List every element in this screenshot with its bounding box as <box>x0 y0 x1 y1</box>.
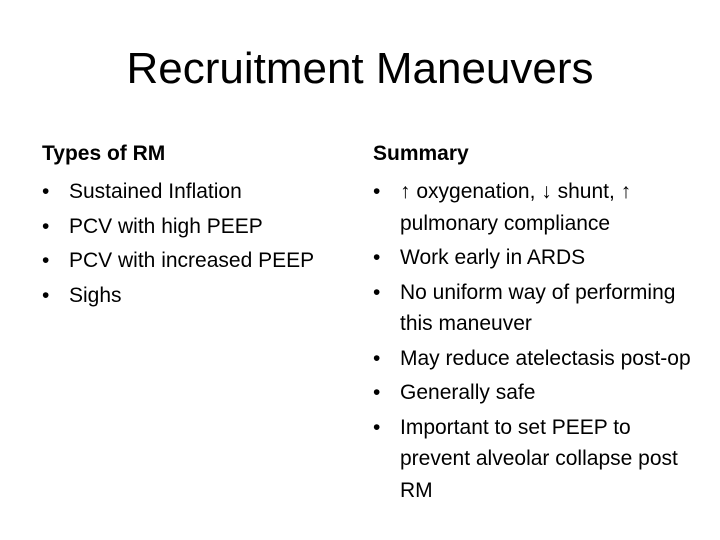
list-item <box>373 242 693 274</box>
list-item <box>373 176 693 239</box>
summary-column <box>373 138 693 509</box>
list-item <box>42 280 342 312</box>
list-item <box>373 343 693 375</box>
list-item-text: Important to set PEEP to prevent alveolar collapse post RM <box>400 415 678 502</box>
list-item <box>42 176 342 208</box>
bullet-icon: • <box>42 249 50 272</box>
types-list <box>42 176 342 311</box>
summary-heading: Summary <box>373 142 469 165</box>
list-item-text: Generally safe <box>400 381 536 404</box>
list-item <box>373 377 693 409</box>
list-item-text: Sustained Inflation <box>69 180 242 203</box>
bullet-icon: • <box>42 180 50 203</box>
list-item-text: ↑ oxygenation, ↓ shunt, ↑ pulmonary compliance <box>400 180 632 235</box>
bullet-icon: • <box>42 214 50 238</box>
list-item-text: No uniform way of performing this maneuver <box>400 280 676 335</box>
summary-list <box>373 176 693 506</box>
list-item <box>373 412 693 507</box>
list-item <box>373 277 693 340</box>
bullet-icon: • <box>42 283 50 307</box>
list-item-text: Sighs <box>69 283 122 307</box>
list-item <box>42 245 342 277</box>
list-item-text: May reduce atelectasis post-op <box>400 346 691 370</box>
list-item-text: PCV with increased PEEP <box>69 249 315 272</box>
slide-title: Recruitment Maneuvers <box>126 44 594 93</box>
bullet-icon: • <box>373 280 381 304</box>
types-column <box>42 138 342 314</box>
bullet-icon: • <box>373 346 381 370</box>
list-item-text: PCV with high PEEP <box>69 214 263 238</box>
bullet-icon: • <box>373 381 381 404</box>
bullet-icon: • <box>373 415 381 439</box>
list-item <box>42 211 342 243</box>
bullet-icon: • <box>373 246 381 269</box>
types-heading: Types of RM <box>42 142 166 165</box>
list-item-text: Work early in ARDS <box>400 246 586 269</box>
bullet-icon: • <box>373 180 381 203</box>
